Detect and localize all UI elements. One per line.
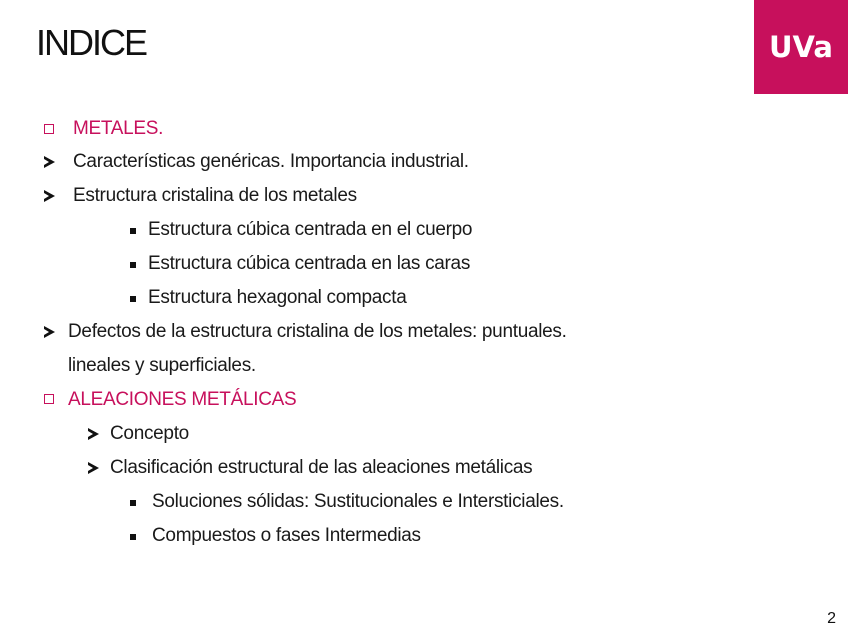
arrow-bullet-icon <box>44 190 55 202</box>
list-item: Defectos de la estructura cristalina de los metales: puntuales. <box>68 321 567 342</box>
square-small-bullet-icon <box>130 296 136 302</box>
list-item: Compuestos o fases Intermedias <box>152 525 421 546</box>
list-item: Estructura hexagonal compacta <box>148 287 407 308</box>
square-small-bullet-icon <box>130 534 136 540</box>
section-heading-metales: METALES. <box>73 118 164 139</box>
square-small-bullet-icon <box>130 500 136 506</box>
list-item: Estructura cúbica centrada en las caras <box>148 253 471 274</box>
list-item: Estructura cúbica centrada en el cuerpo <box>148 219 473 240</box>
arrow-bullet-icon <box>88 428 99 440</box>
page-number: 2 <box>827 610 836 627</box>
square-bullet-icon <box>44 124 54 134</box>
uva-logo <box>754 0 848 94</box>
list-item: Soluciones sólidas: Sustitucionales e Intersticiales. <box>152 491 564 512</box>
list-item: Estructura cristalina de los metales <box>73 185 357 206</box>
square-small-bullet-icon <box>130 228 136 234</box>
arrow-bullet-icon <box>44 326 55 338</box>
arrow-bullet-icon <box>44 156 55 168</box>
list-item: Características genéricas. Importancia industrial. <box>73 151 469 172</box>
list-item: Concepto <box>110 423 189 444</box>
slide-title: INDICE <box>36 22 147 63</box>
arrow-bullet-icon <box>88 462 99 474</box>
list-item: Clasificación estructural de las aleaciones metálicas <box>110 457 533 478</box>
logo-text: UVa <box>769 30 833 64</box>
square-small-bullet-icon <box>130 262 136 268</box>
section-heading-aleaciones: ALEACIONES METÁLICAS <box>68 389 297 410</box>
list-item-continuation: lineales y superficiales. <box>68 355 256 376</box>
square-bullet-icon <box>44 394 54 404</box>
